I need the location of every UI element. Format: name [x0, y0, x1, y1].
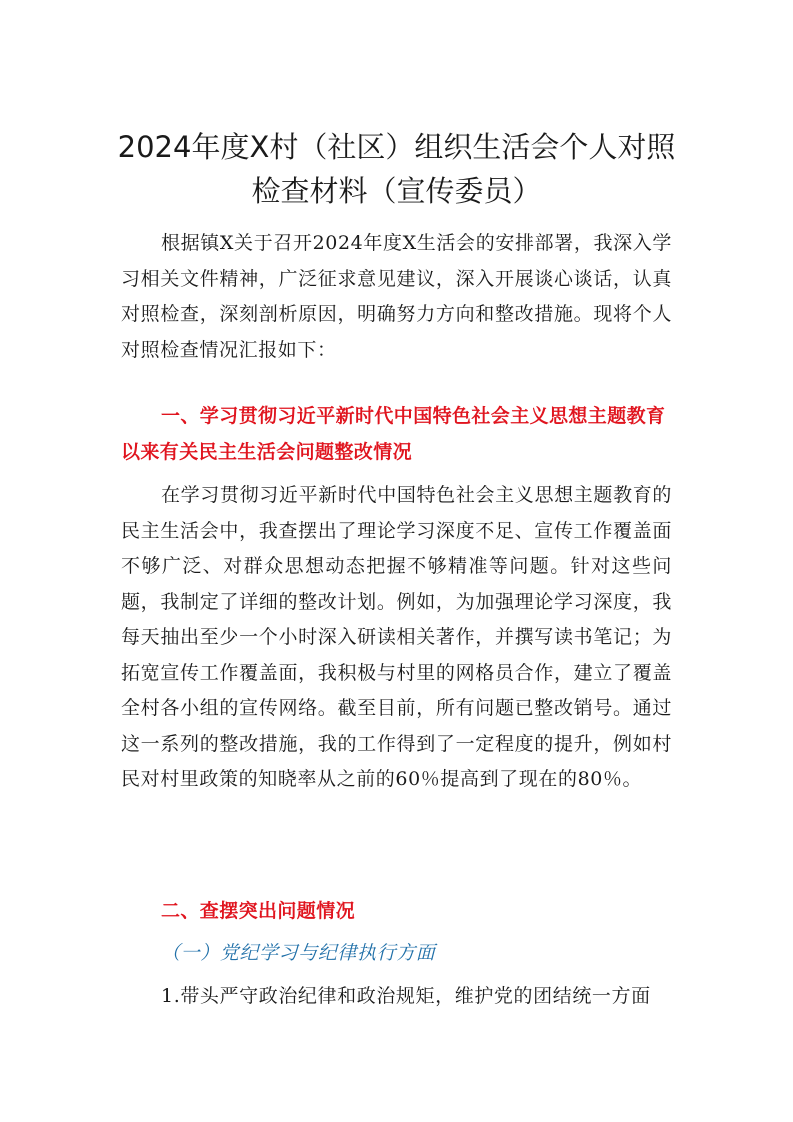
section-1-body: 在学习贯彻习近平新时代中国特色社会主义思想主题教育的民主生活会中，我查摆出了理论学习深度不足、宣传工作覆盖面不够广泛、对群众思想动态把握不够精准等问题。针对这些问题，我制定了详细的整改计划。例如，为加强理论学习深度，我每天抽出至少一个小时深入研读相关著作，并撰写读书笔记；为拓宽宣传工作覆盖面，我积极与村里的网格员合作，建立了覆盖全村各小组的宣传网络。截至目前，所有问题已整改销号。通过这一系列的整改措施，我的工作得到了一定程度的提升，例如村民对村里政策的知晓率从之前的60％提高到了现在的80％。: [121, 484, 672, 790]
title-line-1: 2024年度X村（社区）组织生活会个人对照: [117, 130, 676, 164]
document-title: [110, 125, 683, 213]
intro-paragraph: 根据镇X关于召开2024年度X生活会的安排部署，我深入学习相关文件精神，广泛征求意见建议，深入开展谈心谈话，认真对照检查，深刻剖析原因，明确努力方向和整改措施。现将个人对照检查情况汇报如下：: [121, 232, 672, 361]
subsection-1-heading: （一）党纪学习与纪律执行方面: [161, 942, 436, 964]
section-1-heading: 一、学习贯彻习近平新时代中国特色社会主义思想主题教育以来有关民主生活会问题整改情况: [121, 405, 666, 463]
section-2-heading: 二、查摆突出问题情况: [161, 900, 356, 922]
title-line-2: 检查材料（宣传委员）: [251, 174, 542, 208]
item-1: 1.带头严守政治纪律和政治规矩，维护党的团结统一方面: [161, 985, 651, 1007]
